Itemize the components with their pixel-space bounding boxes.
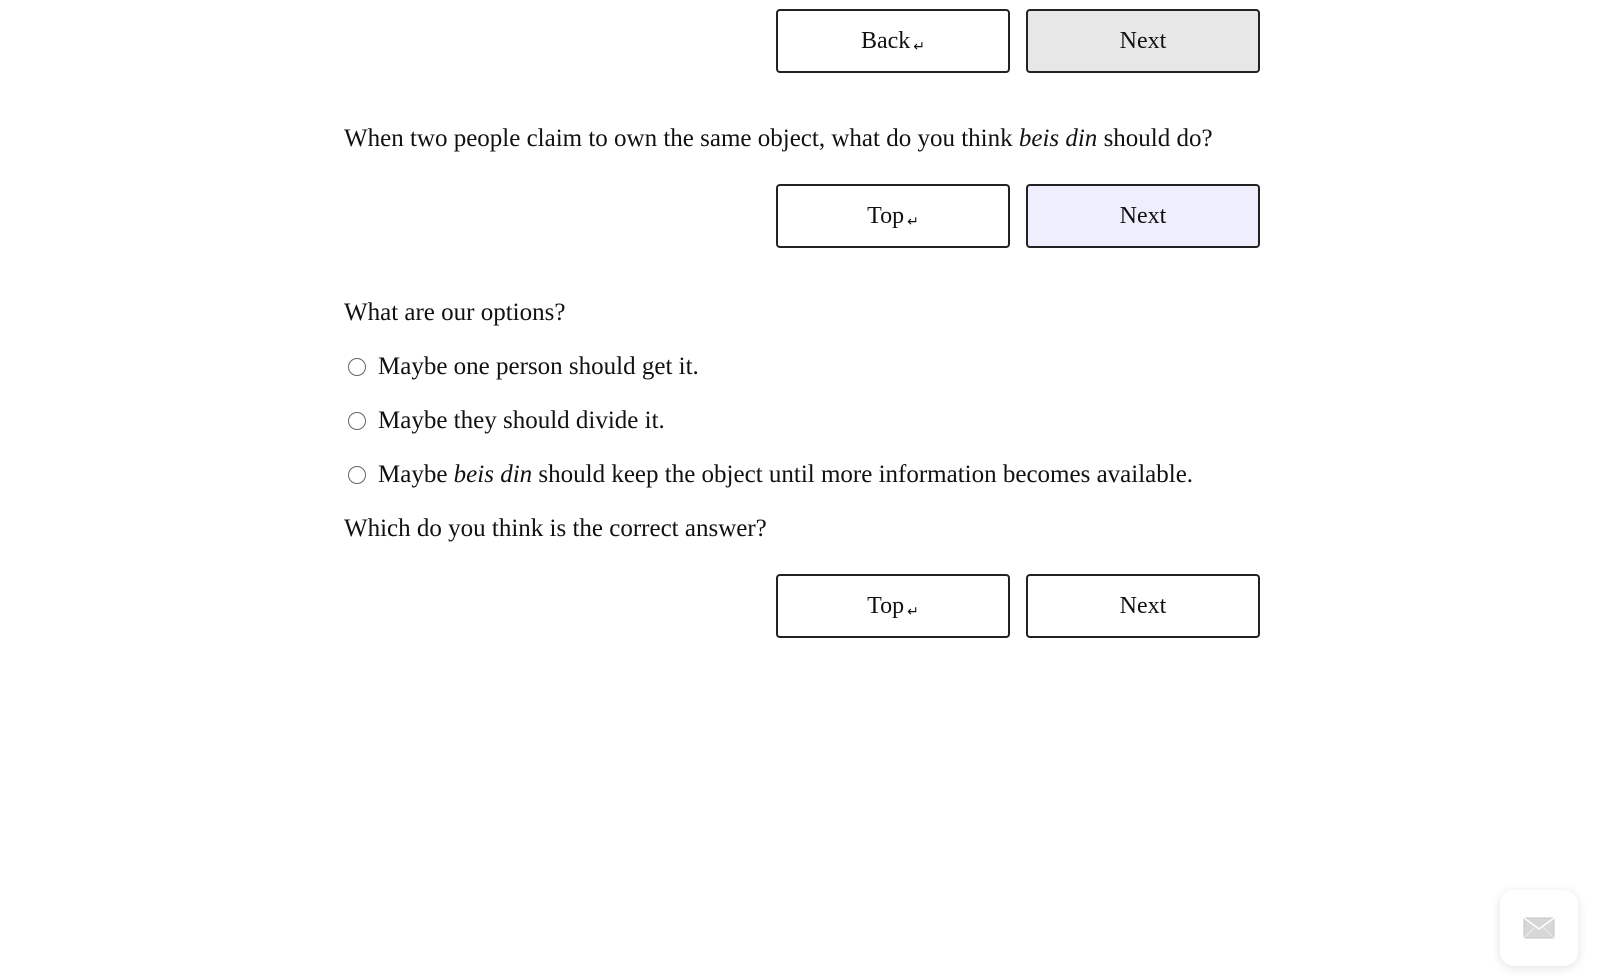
- mail-icon: [1523, 917, 1555, 939]
- option-one-person[interactable]: [348, 352, 699, 382]
- radio-button[interactable]: [348, 412, 366, 430]
- question-text-start: When two people claim to own the same object, what do you think: [344, 125, 1019, 152]
- top-button-bottom[interactable]: [776, 574, 1010, 638]
- return-icon: ↵: [913, 39, 926, 55]
- radio-button[interactable]: [348, 358, 366, 376]
- option-label: Maybe one person should get it.: [378, 353, 699, 380]
- option-label-start: Maybe: [378, 461, 454, 488]
- top-nav-row: [776, 9, 1260, 73]
- answer-prompt: Which do you think is the correct answer?: [344, 515, 767, 542]
- option-label: Maybe they should divide it.: [378, 407, 665, 434]
- option-emphasis: beis din: [453, 461, 533, 488]
- bottom-nav-row: [776, 574, 1260, 638]
- question-text-end: should do?: [1097, 125, 1213, 152]
- next-button-middle[interactable]: [1026, 184, 1260, 248]
- next-button-top[interactable]: [1026, 9, 1260, 73]
- radio-button[interactable]: [348, 466, 366, 484]
- return-icon: ↵: [907, 214, 919, 230]
- next-button-label: Next: [1119, 27, 1167, 54]
- middle-nav-row: [776, 184, 1260, 248]
- option-label-end: should keep the object until more information becomes available.: [532, 461, 1194, 488]
- top-button-label: Top: [867, 202, 905, 229]
- question-text: [344, 124, 1213, 154]
- back-button[interactable]: [776, 9, 1010, 73]
- option-divide[interactable]: [348, 406, 665, 436]
- next-button-label: Next: [1119, 202, 1167, 229]
- next-button-bottom[interactable]: [1026, 574, 1260, 638]
- top-button-middle[interactable]: [776, 184, 1010, 248]
- question-emphasis: beis din: [1018, 125, 1098, 152]
- next-button-label: Next: [1119, 592, 1167, 619]
- options-heading: What are our options?: [344, 299, 566, 326]
- feedback-widget[interactable]: [1500, 890, 1578, 966]
- return-icon: ↵: [907, 604, 919, 620]
- option-keep-object[interactable]: [348, 460, 1193, 490]
- top-button-label: Top: [867, 592, 905, 619]
- option-label: [378, 460, 1193, 490]
- back-button-label: Back: [860, 27, 911, 54]
